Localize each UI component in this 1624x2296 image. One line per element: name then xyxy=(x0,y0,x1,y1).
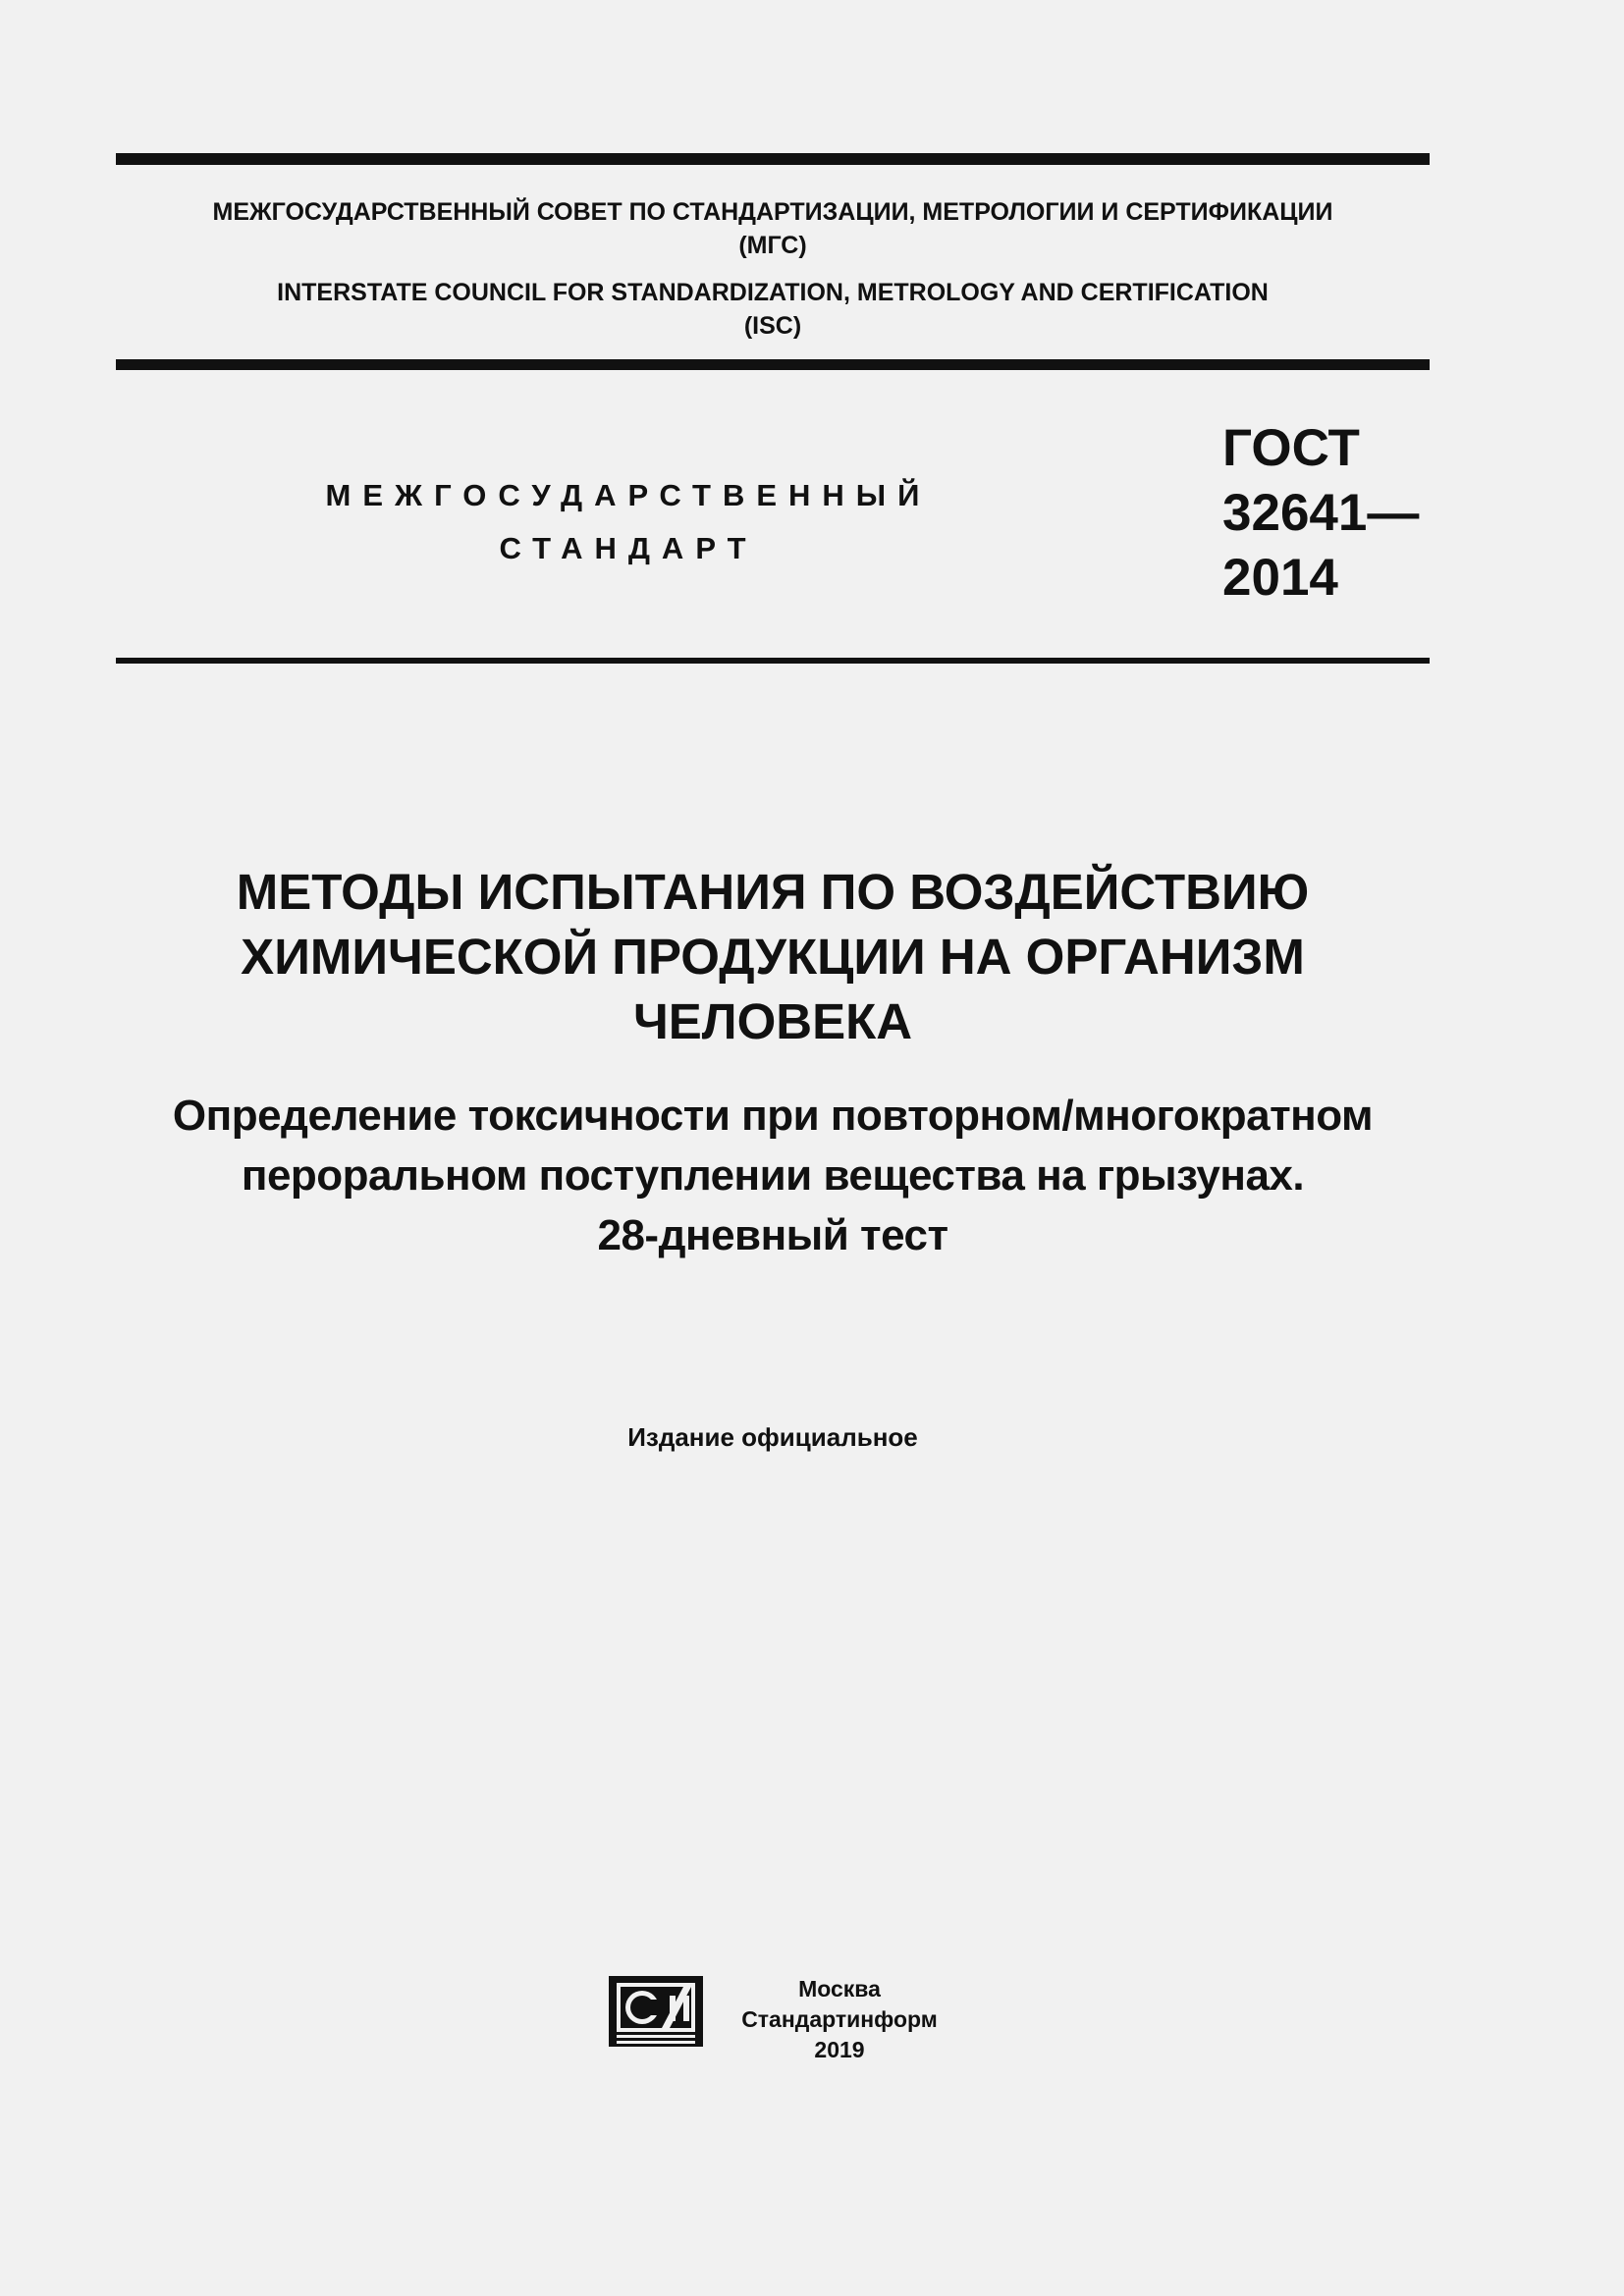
publisher-city: Москва xyxy=(798,1976,881,2002)
gost-year: 2014 xyxy=(1222,549,1338,607)
gost-number: 32641— xyxy=(1222,484,1420,542)
publisher-year: 2019 xyxy=(814,2037,865,2062)
council-abbr-en: (ISC) xyxy=(743,312,802,340)
council-name-en-text: INTERSTATE COUNCIL FOR STANDARDIZATION, METROLOGY AND CERTIFICATION xyxy=(277,279,1269,306)
document-title-line1: МЕТОДЫ ИСПЫТАНИЯ ПО ВОЗДЕЙСТВИЮ xyxy=(236,864,1310,920)
council-abbr-ru: (МГС) xyxy=(738,232,807,259)
document-subtitle-line1: Определение токсичности при повторном/многократном xyxy=(172,1092,1374,1140)
edition-label: Издание официальное xyxy=(627,1422,918,1452)
council-name-ru xyxy=(116,195,1430,262)
gost-designation xyxy=(1222,416,1419,611)
document-title-line2: ХИМИЧЕСКОЙ ПРОДУКЦИИ НА ОРГАНИЗМ xyxy=(241,929,1305,985)
standard-kind-line2: СТАНДАРТ xyxy=(499,531,758,565)
document-title-line3: ЧЕЛОВЕКА xyxy=(632,993,913,1049)
publisher-name: Стандартинформ xyxy=(741,2006,938,2032)
document-title xyxy=(116,860,1430,1054)
standartinform-logo-icon xyxy=(609,1976,703,2047)
document-subtitle xyxy=(98,1086,1447,1265)
gost-prefix: ГОСТ xyxy=(1222,419,1360,477)
document-subtitle-line2: пероральном поступлении вещества на грызунах. xyxy=(241,1151,1305,1200)
standard-kind-line1: МЕЖГОСУДАРСТВЕННЫЙ xyxy=(325,478,932,512)
council-name-ru-text: МЕЖГОСУДАРСТВЕННЫЙ СОВЕТ ПО СТАНДАРТИЗАЦИИ, МЕТРОЛОГИИ И СЕРТИФИКАЦИИ xyxy=(212,198,1333,226)
document-subtitle-line3: 28-дневный тест xyxy=(597,1211,948,1259)
publisher-imprint xyxy=(722,1974,957,2065)
middle-rule xyxy=(116,359,1430,370)
top-rule xyxy=(116,153,1430,165)
lower-rule xyxy=(116,658,1430,664)
standard-kind xyxy=(295,469,962,575)
council-name-en xyxy=(116,276,1430,343)
